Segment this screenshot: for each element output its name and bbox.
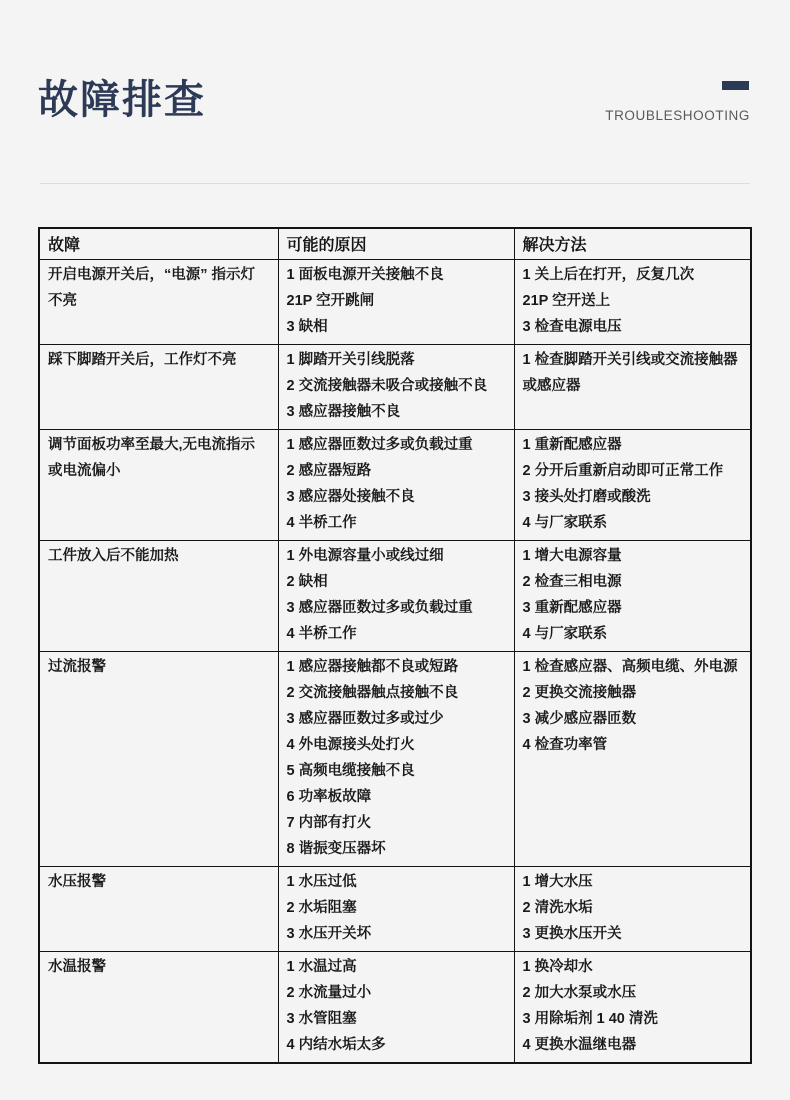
table-row [39,345,751,430]
cell-line: 4 半桥工作 [286,626,357,642]
cell-line: 2 交流接触器触点接触不良 [286,685,459,701]
troubleshooting-table [38,227,752,1064]
cell-line: 4 与厂家联系 [522,626,608,642]
cell-line: 1 检查脚踏开关引线或交流接触器或感应器 [522,352,738,394]
causes-cell [278,260,514,345]
cell-line: 4 外电源接头处打火 [286,737,415,753]
page-title: 故障排查 [38,78,206,122]
table-body [39,260,751,1064]
cell-line: 1 感应器接触都不良或短路 [286,659,459,675]
cell-line: 过流报警 [48,659,106,675]
solutions-cell [514,260,751,345]
table-row [39,652,751,867]
cell-line: 3 缺相 [286,319,328,335]
fault-cell [39,345,278,430]
fault-cell [39,867,278,952]
cell-line: 工件放入后不能加热 [48,548,179,564]
cell-line: 1 检查感应器、高频电缆、外电源 [522,659,738,675]
cell-line: 1 外电源容量小或线过细 [286,548,444,564]
cell-line: 4 更换水温继电器 [522,1037,637,1053]
cell-line: 3 感应器接触不良 [286,404,401,420]
cell-line: 2 检查三相电源 [522,574,622,590]
cell-line: 水温报警 [48,959,106,975]
solutions-cell [514,345,751,430]
fault-cell [39,430,278,541]
cell-line: 1 关上后在打开，反复几次 [522,267,695,283]
causes-cell [278,541,514,652]
cell-line: 1 增大电源容量 [522,548,622,564]
header-divider [40,183,750,184]
cell-line: 3 接头处打磨或酸洗 [522,489,651,505]
solutions-cell [514,867,751,952]
page-header [0,0,790,184]
table-header-row [39,228,751,260]
column-header-solutions: 解决方法 [514,228,751,260]
table-row [39,430,751,541]
solutions-cell [514,652,751,867]
cell-line: 1 换冷却水 [522,959,593,975]
solutions-cell [514,952,751,1064]
fault-cell [39,260,278,345]
cell-line: 1 感应器匝数过多或负载过重 [286,437,473,453]
cell-line: 1 脚踏开关引线脱落 [286,352,415,368]
cell-line: 2 水流量过小 [286,985,372,1001]
cell-line: 1 增大水压 [522,874,593,890]
cell-line: 8 谐振变压器坏 [286,841,386,857]
causes-cell [278,867,514,952]
cell-line: 6 功率板故障 [286,789,372,805]
table-header [39,228,751,260]
cell-line: 3 更换水压开关 [522,926,622,942]
cell-line: 3 感应器匝数过多或负载过重 [286,600,473,616]
cell-line: 开启电源开关后，“电源” 指示灯不亮 [48,267,256,309]
cell-line: 2 水垢阻塞 [286,900,357,916]
cell-line: 2 清洗水垢 [522,900,593,916]
cell-line: 3 感应器处接触不良 [286,489,415,505]
table-row [39,260,751,345]
cell-line: 1 重新配感应器 [522,437,622,453]
cell-line: 3 水管阻塞 [286,1011,357,1027]
cell-line: 1 面板电源开关接触不良 [286,267,444,283]
cell-line: 1 水压过低 [286,874,357,890]
cell-line: 2 交流接触器未吸合或接触不良 [286,378,488,394]
fault-cell [39,541,278,652]
cell-line: 2 缺相 [286,574,328,590]
cell-line: 3 水压开关坏 [286,926,372,942]
cell-line: 水压报警 [48,874,106,890]
column-header-causes: 可能的原因 [278,228,514,260]
cell-line: 调节面板功率至最大,无电流指示或电流偏小 [48,437,256,479]
table-row [39,867,751,952]
solutions-cell [514,541,751,652]
causes-cell [278,652,514,867]
causes-cell [278,952,514,1064]
causes-cell [278,345,514,430]
table-row [39,952,751,1064]
cell-line: 5 高频电缆接触不良 [286,763,415,779]
cell-line: 3 感应器匝数过多或过少 [286,711,444,727]
cell-line: 4 半桥工作 [286,515,357,531]
cell-line: 2 感应器短路 [286,463,372,479]
column-header-fault: 故障 [39,228,278,260]
fault-cell [39,652,278,867]
causes-cell [278,430,514,541]
cell-line: 21P 空开送上 [522,293,611,309]
cell-line: 4 内结水垢太多 [286,1037,386,1053]
cell-line: 21P 空开跳闸 [286,293,375,309]
cell-line: 3 用除垢剂 1 40 清洗 [522,1011,658,1027]
accent-bar [722,81,749,90]
solutions-cell [514,430,751,541]
cell-line: 4 与厂家联系 [522,515,608,531]
cell-line: 3 重新配感应器 [522,600,622,616]
cell-line: 3 检查电源电压 [522,319,622,335]
cell-line: 踩下脚踏开关后，工作灯不亮 [48,352,237,368]
fault-cell [39,952,278,1064]
table-row [39,541,751,652]
cell-line: 3 减少感应器匝数 [522,711,637,727]
cell-line: 4 检查功率管 [522,737,608,753]
cell-line: 2 分开后重新启动即可正常工作 [522,463,724,479]
cell-line: 2 更换交流接触器 [522,685,637,701]
cell-line: 2 加大水泵或水压 [522,985,637,1001]
page-subtitle: TROUBLESHOOTING [605,108,750,123]
cell-line: 7 内部有打火 [286,815,372,831]
cell-line: 1 水温过高 [286,959,357,975]
